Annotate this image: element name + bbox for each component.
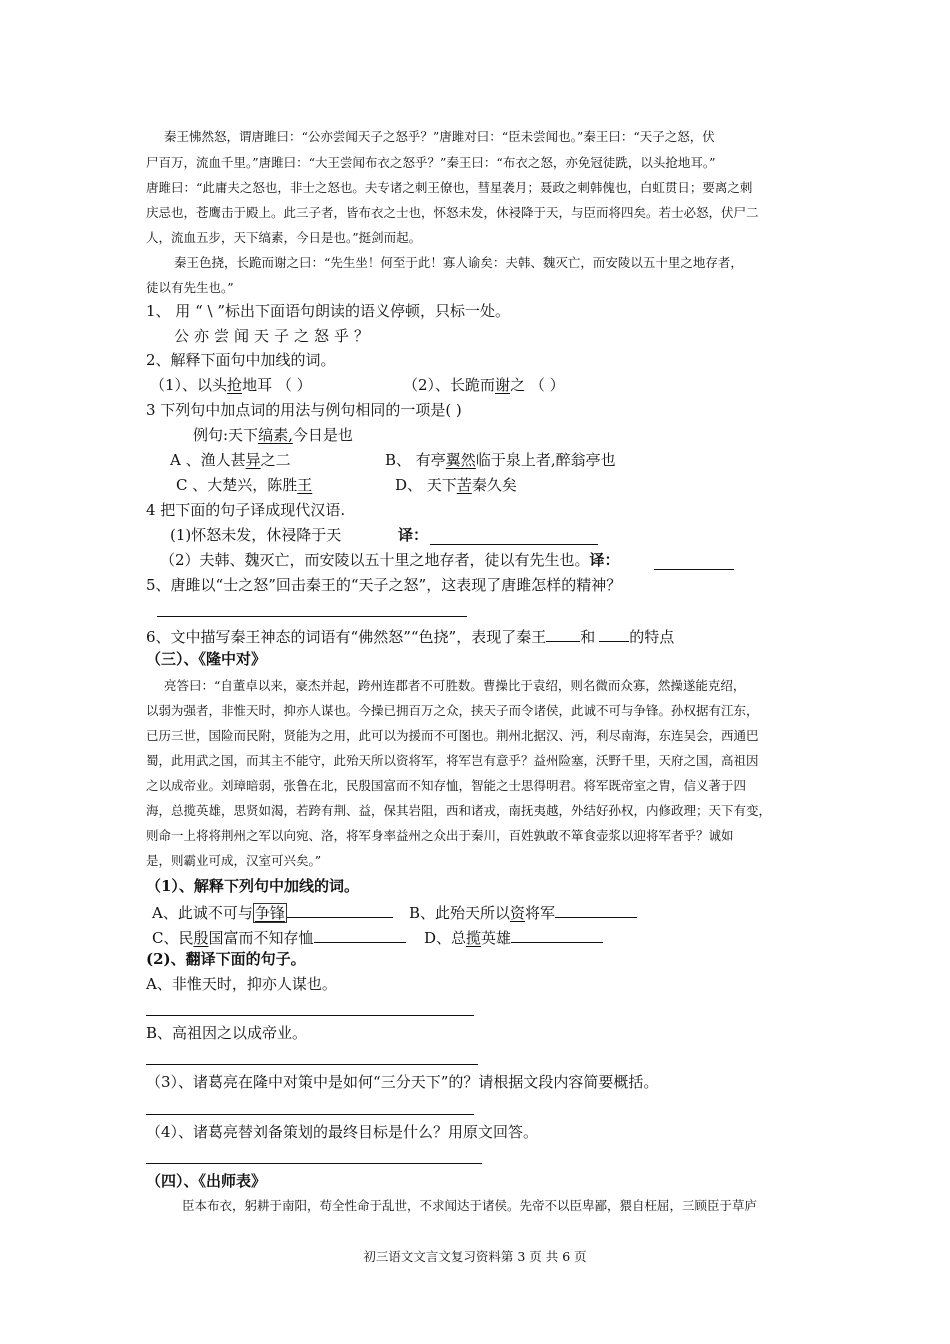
passage1-line: 尸百万，流血千里。”唐雎曰：“大王尝闻布衣之怒乎？”秦王曰：“布衣之怒，亦免冠徒跣，以头抢地耳。” [146,155,716,170]
question-1: 1、 用 “ \ ”标出下面语句朗读的语义停顿，只标一处。 [146,302,511,320]
section-3-question-2: (2)、翻译下面的句子。 [146,950,306,968]
question-3-option-b: B、 有亭翼然临于泉上者,醉翁亭也 [385,451,616,469]
passage2-line: 蜀，此用武之国，而其主不能守，此殆天所以资将军，将军岂有意乎？益州险塞，沃野千里，天府之国，高祖因 [146,753,759,768]
answer-line[interactable] [157,616,467,617]
answer-blank[interactable] [314,928,406,943]
question-3-option-a: A 、渔人甚异之二 [170,451,291,469]
passage2-line: 亮答曰：“自董卓以来，豪杰并起，跨州连郡者不可胜数。曹操比于袁绍，则名微而众寡，然操遂能克绍， [164,678,746,693]
passage2-line: 则命一上将将荆州之军以向宛、洛，将军身率益州之众出于秦川，百姓孰敢不箪食壶浆以迎将军者乎？诚如 [146,828,734,843]
question-2: 2、解释下面句中加线的词。 [146,351,336,369]
answer-line[interactable] [430,544,598,545]
answer-line[interactable] [654,569,734,570]
section-3-question-1-d: D、总揽英雄 [424,928,603,946]
question-3: 3 下列句中加点词的用法与例句相同的一项是( ) [146,401,462,419]
question-2-item-2: （2）、长跪而谢之 （ ） [403,376,565,394]
underlined-word: 翼然 [445,451,476,469]
passage2-line: 之以成帝业。刘璋暗弱，张鲁在北，民殷国富而不知存恤，智能之士思得明君。将军既帝室之胄，信义著于四 [146,778,747,793]
answer-blank[interactable] [555,903,637,918]
translate-label: 译： [589,551,620,569]
answer-line[interactable] [146,1163,482,1164]
passage3-line: 臣本布衣，躬耕于南阳，苟全性命于乱世，不求闻达于诸侯。先帝不以臣卑鄙，猥自枉屈，三顾臣于草庐 [182,1198,758,1213]
question-2-item-1: （1）、以头抢地耳 （ ） [150,376,312,394]
question-6: 6、文中描写秦王神态的词语有“佛然怒”“色挠”，表现了秦王 和 的特点 [146,628,675,646]
underlined-word: 缟素, [258,426,293,444]
page-footer: 初三语文文言文复习资料第 3 页 共 6 页 [363,1249,587,1264]
underlined-word: 资 [510,904,526,922]
section-3-question-3: （3）、诸葛亮在隆中对策中是如何“三分天下”的？请根据文段内容简要概括。 [146,1073,659,1091]
passage1-line: 庆忌也，苍鹰击于殿上。此三子者，皆布衣之士也，怀怒未发，休祲降于天，与臣而将四矣。若士必怒，伏尸二 [146,205,759,220]
underlined-word: 谢 [495,376,511,394]
question-3-example: 例句:天下缟素,今日是也 [193,426,353,444]
question-3-option-d: D、 天下苦秦久矣 [395,476,517,494]
underlined-word: 争锋 [254,904,285,922]
passage1-line: 秦王怫然怒，谓唐雎曰：“公亦尝闻天子之怒乎？”唐雎对曰：“臣未尝闻也。”秦王曰：“天子之怒，伏 [164,129,715,144]
underlined-word: 异 [245,451,261,469]
section-3-question-4: （4）、诸葛亮替刘备策划的最终目标是什么？用原文回答。 [146,1123,539,1141]
section-3-question-2-a: A、非惟天时，抑亦人谋也。 [146,975,337,993]
section-3-question-1-a: A、此诚不可与 争锋 [152,903,393,921]
underlined-word: 苦 [456,476,472,494]
answer-line[interactable] [146,1015,474,1016]
question-4: 4 把下面的句子译成现代汉语. [146,501,346,519]
answer-line[interactable] [146,1064,478,1065]
translate-label: 译： [398,526,429,544]
answer-blank[interactable] [599,627,629,642]
passage2-line: 海，总揽英雄，思贤如渴，若跨有荆、益，保其岩阻，西和诸戎，南抚夷越，外结好孙权，内修政理；天下有变， [146,803,772,818]
section-3-title: （三）、《隆中对》 [146,650,267,668]
passage1-line: 唐雎曰：“此庸夫之怒也，非士之怒也。夫专诸之刺王僚也，彗星袭月；聂政之刺韩傀也，白虹贯日；要离之刺 [146,180,753,195]
question-4-sentence-2: （2）夫韩、魏灭亡，而安陵以五十里之地存者，徒以有先生也。译： [160,551,620,569]
section-3-question-1-c: C、民殷国富而不知存恤 [152,928,406,946]
question-4-sentence-1: (1)怀怒未发，休祲降于天 [170,526,342,544]
passage1-line: 徒以有先生也。” [146,280,234,295]
passage2-line: 是，则霸业可成，汉室可兴矣。” [146,853,322,868]
underlined-word: 揽 [466,929,482,947]
underlined-word: 殷 [193,929,209,947]
section-3-question-1: （1）、解释下列句中加线的词。 [146,877,359,895]
section-4-title: （四）、《出师表》 [146,1172,267,1190]
answer-blank[interactable] [287,903,393,918]
section-3-question-2-b: B、高祖因之以成帝业。 [146,1024,308,1042]
question-3-option-c: C 、大楚兴，陈胜王 [176,476,313,494]
underlined-word: 王 [297,476,313,494]
question-1-sentence: 公亦尝闻天子之怒乎？ [174,327,375,345]
question-5: 5、唐雎以“士之怒”回击秦王的“天子之怒”，这表现了唐雎怎样的精神？ [146,576,622,594]
passage1-line: 秦王色挠，长跪而谢之曰：“先生坐！何至于此！寡人谕矣：夫韩、魏灭亡，而安陵以五十里之地存者， [174,255,743,270]
answer-blank[interactable] [546,627,580,642]
passage1-line: 人，流血五步，天下缟素，今日是也。”挺剑而起。 [146,230,422,245]
answer-blank[interactable] [511,928,603,943]
passage2-line: 已历三世，国险而民附，贤能为之用，此可以为援而不可图也。荆州北据汉、沔，利尽南海，东连吴会，西通巴 [146,728,759,743]
section-3-question-1-b: B、此殆天所以资将军 [409,903,637,921]
passage2-line: 以弱为强者，非惟天时，抑亦人谋也。今操已拥百万之众，挟天子而令诸侯，此诚不可与争锋。孙权据有江东， [146,703,759,718]
answer-line[interactable] [146,1114,474,1115]
underlined-word: 抢 [227,376,243,394]
